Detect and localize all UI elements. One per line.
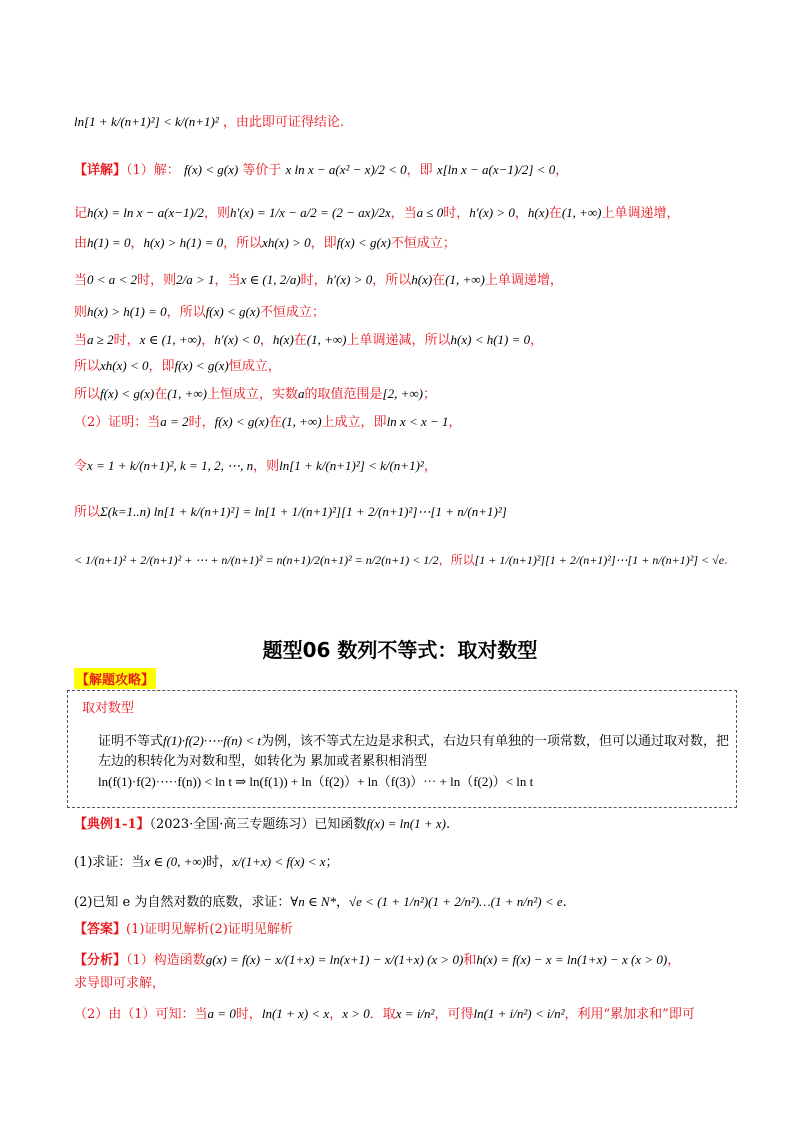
detail-line-11: 所以Σ(k=1..n) ln[1 + k/(n+1)²] = ln[1 + 1/(n+1)²][1 + 2/(n+1)²]⋯[1 + n/(n+1)²] — [74, 504, 507, 520]
math-expression: ln[1 + k/(n+1)²] < k/(n+1)² — [74, 114, 219, 129]
detail-line-7: 所以xh(x) < 0，即f(x) < g(x)恒成立， — [74, 358, 281, 374]
section-title: 题型06 数列不等式：取对数型 — [262, 638, 538, 662]
box-body: 证明不等式f(1)·f(2)·⋯·f(n) < t为例，该不等式左边是求积式，右边只有单独的一项常数，但可以通过取对数，把左边的积转化为对数和型，如转化为 累加或者累积相消型 ln(f(1)·f(2)·⋯·f(n)) < ln t ⇒ ln(f(1)) + ln（f(2)）+ ln（f(3)）⋯ + ln（f(2)）< ln t — [98, 733, 729, 789]
detail-line-12: < 1/(n+1)² + 2/(n+1)² + ⋯ + n/(n+1)² = n(n+1)/2(n+1)² = n/2(n+1) < 1/2，所以[1 + 1/(n+1)²][1 + 2/(n+1)²]⋯[1 + n/(n+1)²] < √e. — [74, 553, 728, 567]
example-label: 【典例1-1】 — [74, 817, 150, 832]
analysis-line-1: 【分析】（1）构造函数g(x) = f(x) − x/(1+x) = ln(x+1) − x/(1+x) (x > 0)和h(x) = f(x) − x = ln(1+x) − x (x > 0)， — [74, 952, 681, 968]
box-title: 取对数型 — [82, 701, 135, 716]
strategy-tag: 【解题攻略】 — [74, 668, 156, 689]
detail-line-9: （2）证明：当a = 2时，f(x) < g(x)在(1, +∞)上成立，即ln x < x − 1， — [74, 414, 462, 430]
question-2: (2)已知 e 为自然对数的底数，求证：∀n ∈ N*，√e < (1 + 1/n²)(1 + 2/n²)…(1 + n/n²) < e. — [74, 894, 567, 910]
detail-line-6: 当a ≥ 2时，x ∈ (1, +∞)，h′(x) < 0，h(x)在(1, +∞)上单调递减，所以h(x) < h(1) = 0， — [74, 332, 544, 348]
detail-line-8: 所以f(x) < g(x)在(1, +∞)上恒成立，实数a的取值范围是[2, +∞)； — [74, 386, 436, 402]
detail-line-1: 【详解】（1）解： f(x) < g(x) 等价于 x ln x − a(x² − x)/2 < 0，即 x[ln x − a(x−1)/2] < 0， — [74, 162, 569, 178]
detail-line-5: 则h(x) > h(1) = 0，所以f(x) < g(x)不恒成立； — [74, 304, 325, 320]
top-line: ln[1 + k/(n+1)²] < k/(n+1)² ，由此即可证得结论. — [74, 114, 344, 130]
detail-line-3: 由h(1) = 0，h(x) > h(1) = 0，所以xh(x) > 0，即f(x) < g(x)不恒成立； — [74, 235, 456, 251]
analysis-label: 【分析】 — [74, 953, 127, 968]
analysis-line-2: 求导即可求解， — [74, 976, 166, 991]
example-header: 【典例1-1】（2023·全国·高三专题练习）已知函数f(x) = ln(1 + x). — [74, 816, 451, 832]
question-1: (1)求证：当x ∈ (0, +∞)时，x/(1+x) < f(x) < x； — [74, 854, 339, 870]
strategy-box — [67, 690, 737, 808]
answer-label: 【答案】 — [74, 922, 127, 937]
detail-label: 【详解】 — [74, 163, 127, 178]
detail-line-4: 当0 < a < 2时，则2/a > 1，当x ∈ (1, 2/a)时，h′(x) > 0，所以h(x)在(1, +∞)上单调递增， — [74, 272, 563, 288]
detail-line-2: 记h(x) = ln x − a(x−1)/2，则h′(x) = 1/x − a/2 = (2 − ax)/2x，当a ≤ 0时，h′(x) > 0，h(x)在(1, +∞)上单调递增， — [74, 205, 680, 221]
detail-line-10: 令x = 1 + k/(n+1)², k = 1, 2, ⋯, n，则ln[1 + k/(n+1)²] < k/(n+1)²， — [74, 458, 437, 474]
box-formula: ln(f(1)·f(2)·⋯·f(n)) < ln t ⇒ ln(f(1)) + ln（f(2)）+ ln（f(3)）⋯ + ln（f(2)）< ln t — [98, 774, 534, 789]
analysis-line-3: （2）由（1）可知：当a = 0时，ln(1 + x) < x，x > 0．取x = i/n²，可得ln(1 + i/n²) < i/n²，利用“累加求和”即可 — [74, 1006, 695, 1022]
answer-line: 【答案】(1)证明见解析(2)证明见解析 — [74, 922, 293, 937]
